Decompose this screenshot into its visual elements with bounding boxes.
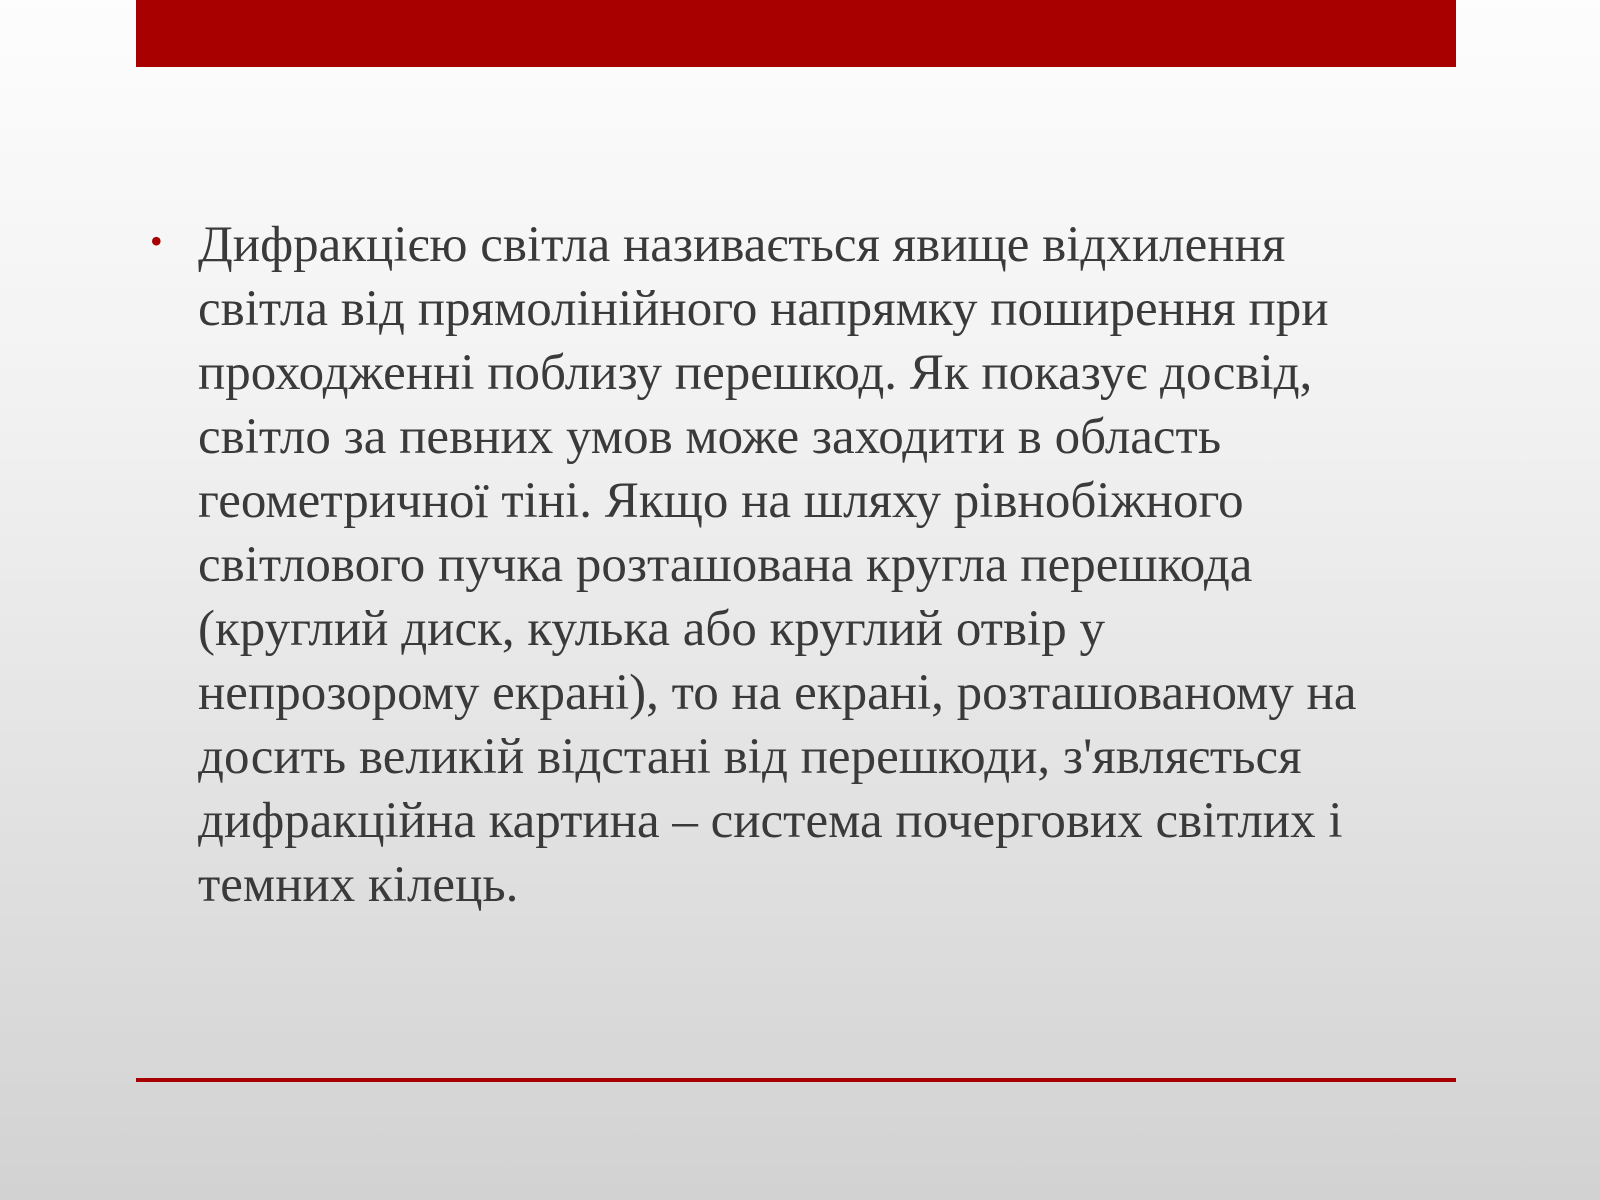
bullet-line: світла від прямолінійного напрямку поширення при [198, 281, 1329, 337]
bullet-line: Дифракцією світла називається явище відхилення [198, 217, 1286, 273]
footer-accent-rule [136, 1078, 1456, 1082]
bullet-text [198, 213, 1440, 917]
bullet-line: проходженні поблизу перешкод. Як показує досвід, [198, 345, 1313, 401]
header-accent-bar [136, 0, 1456, 67]
bullet-line: непрозорому екрані), то на екрані, розташованому на [198, 665, 1357, 721]
bullet-line: дифракційна картина – система почергових світлих і [198, 793, 1343, 849]
bullet-line: світлового пучка розташована кругла перешкода [198, 537, 1253, 593]
bullet-marker: • [150, 221, 163, 261]
slide-content [150, 213, 1440, 917]
bullet-line: (круглий диск, кулька або круглий отвір у [198, 601, 1105, 657]
bullet-item [150, 213, 1440, 917]
bullet-line: світло за певних умов може заходити в область [198, 409, 1222, 465]
bullet-line: темних кілець. [198, 857, 519, 913]
bullet-line: геометричної тіні. Якщо на шляху рівнобіжного [198, 473, 1244, 529]
bullet-line: досить великій відстані від перешкоди, з'являється [198, 729, 1302, 785]
